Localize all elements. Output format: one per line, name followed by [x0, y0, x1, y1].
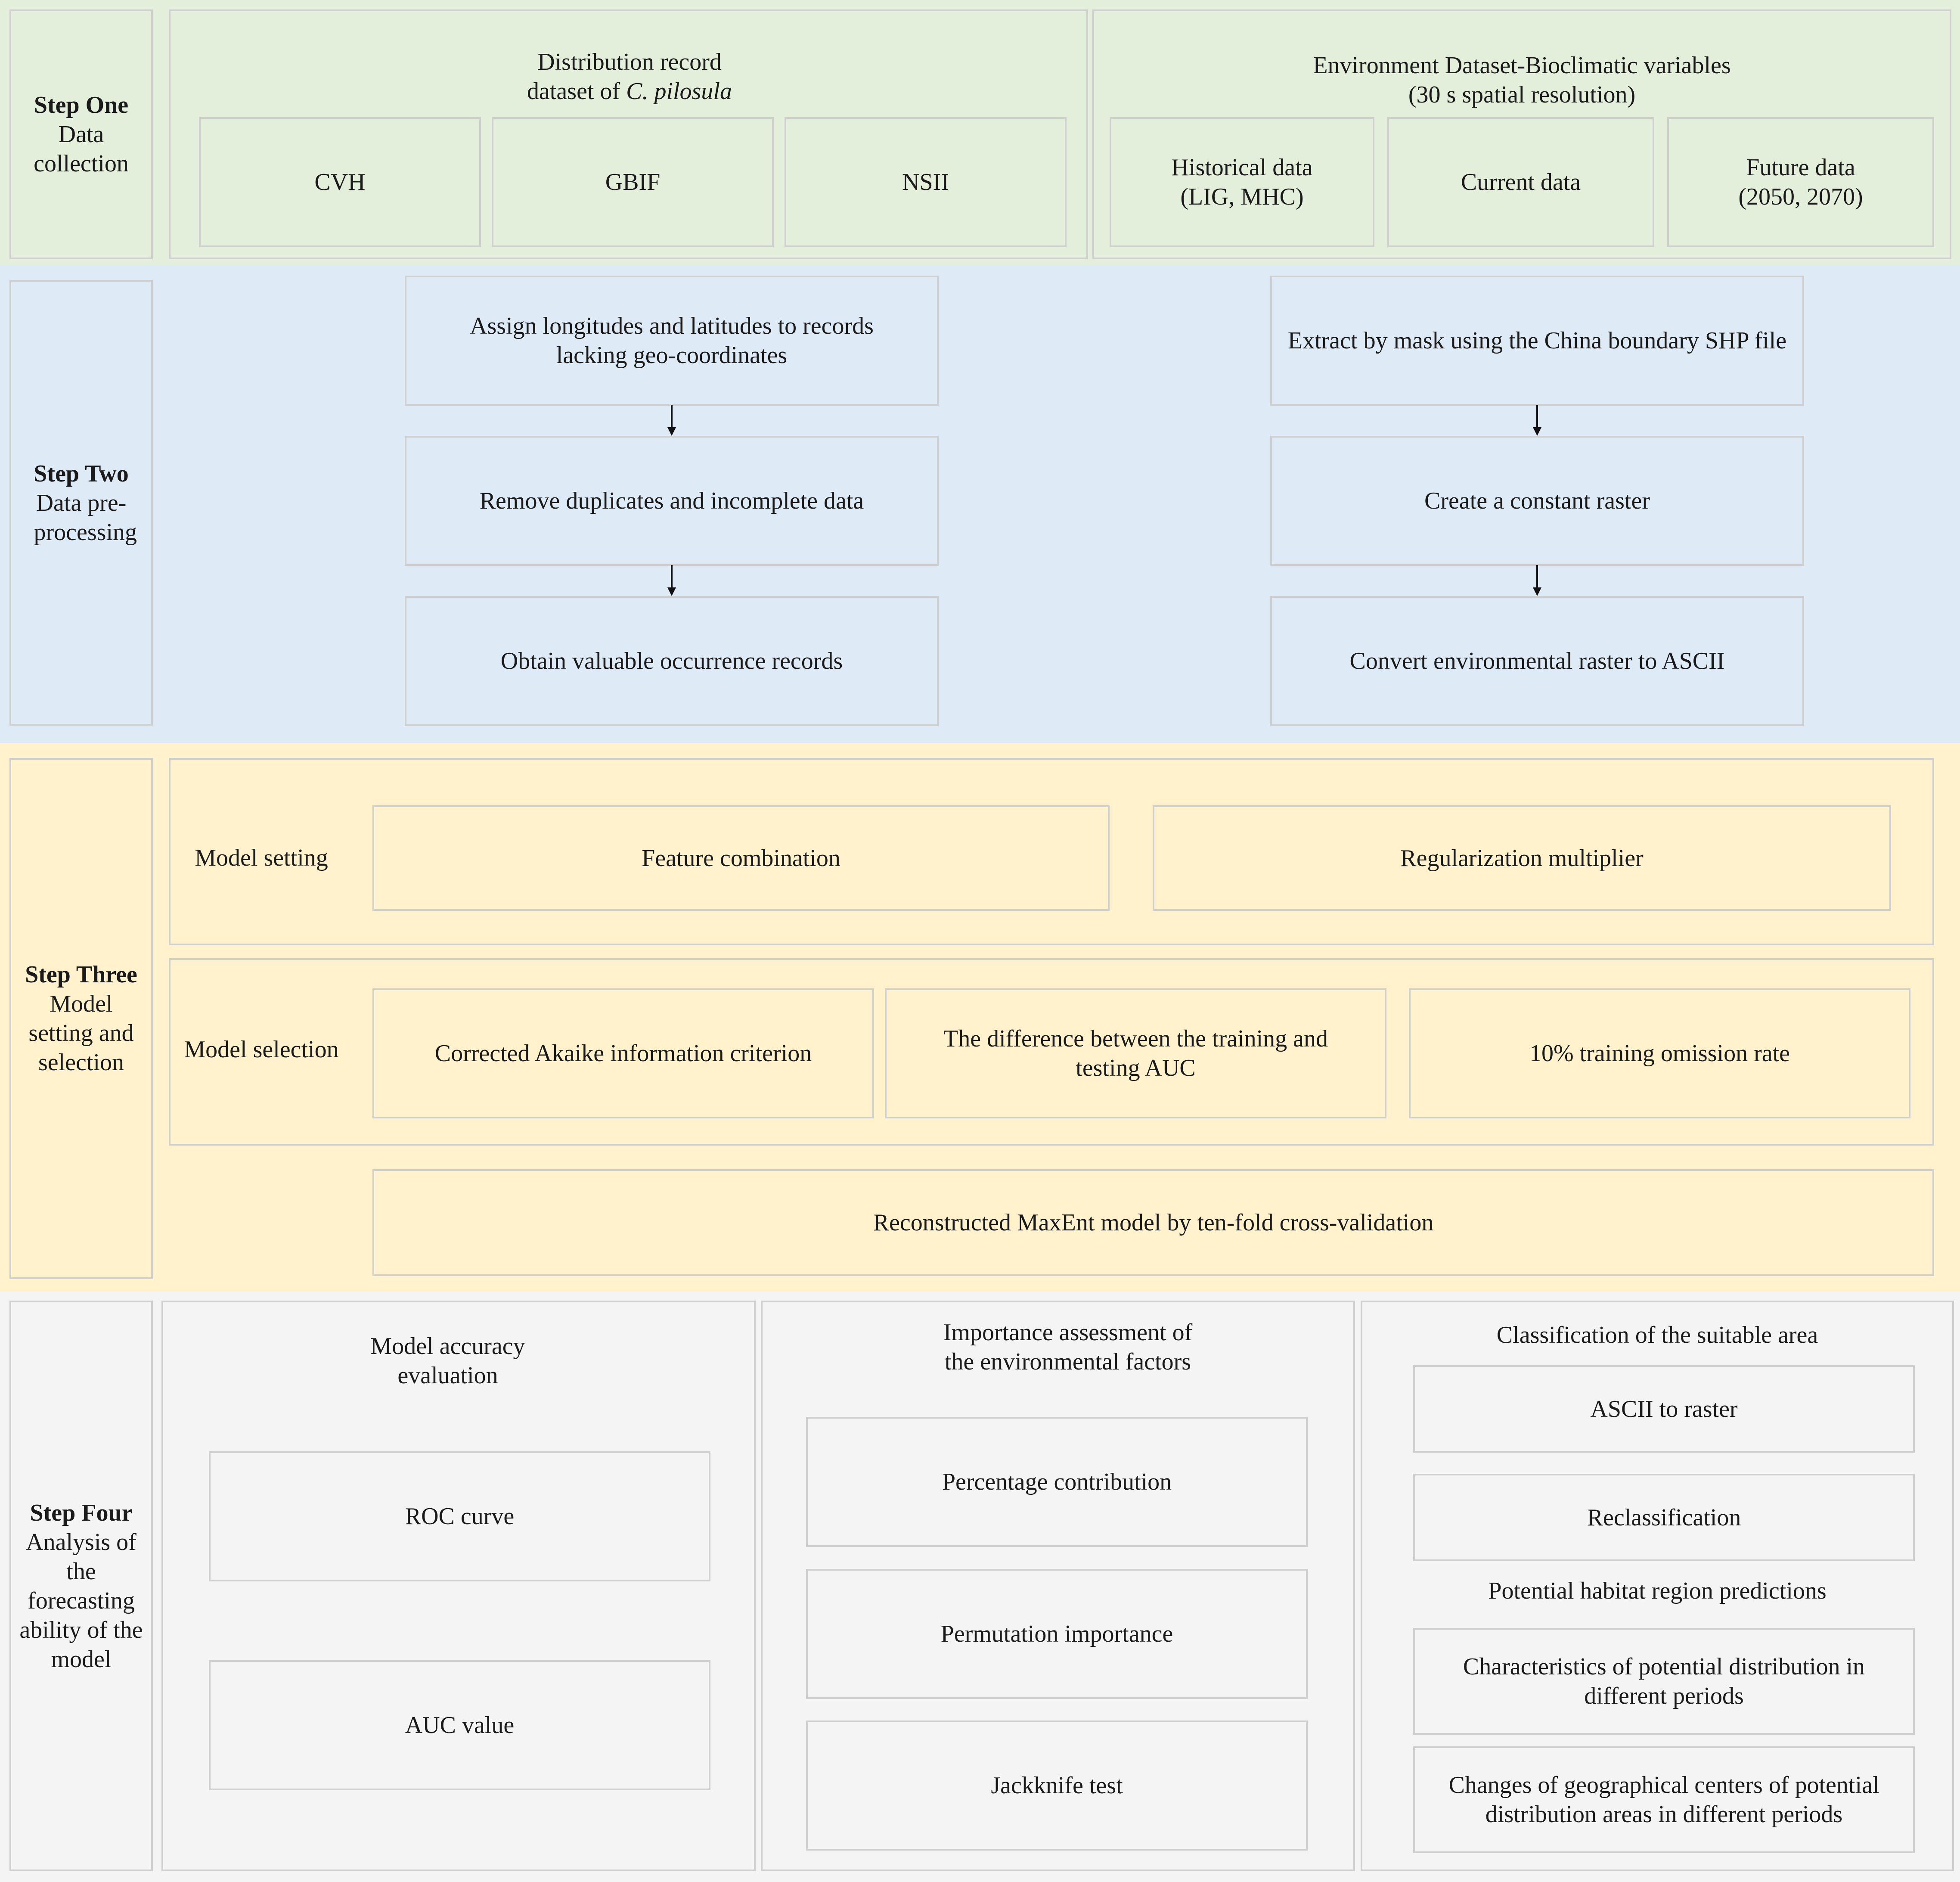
distribution-characteristics-box — [1413, 1628, 1915, 1735]
source-nsii — [785, 117, 1067, 247]
step-three-label-box — [9, 758, 153, 1279]
step-three-subtitle: Model setting and selection — [28, 991, 134, 1076]
source-gbif-label: GBIF — [605, 169, 661, 196]
distribution-label-line1: Distribution record — [537, 49, 722, 75]
step-two-label-box — [9, 280, 153, 726]
right-flow-step-2-text: Create a constant raster — [1424, 488, 1650, 514]
source-cvh — [199, 117, 481, 247]
reconstructed-model-text: Reconstructed MaxEnt model by ten-fold cross-validation — [873, 1209, 1434, 1236]
ascii-to-raster-text: ASCII to raster — [1590, 1395, 1738, 1422]
right-flow-step-3-text: Convert environmental raster to ASCII — [1349, 648, 1725, 674]
auc-difference-box — [885, 988, 1386, 1118]
jackknife-test-text: Jackknife test — [991, 1772, 1123, 1799]
reclassification-text: Reclassification — [1587, 1504, 1741, 1531]
geographical-centers-text: Changes of geographical centers of potential distribution areas in different periods — [1448, 1772, 1879, 1828]
auc-value-box — [209, 1660, 710, 1790]
distribution-label-line2-prefix: dataset of — [527, 78, 626, 105]
environment-dataset-label — [1092, 51, 1951, 109]
distribution-characteristics-text: Characteristics of potential distribution in different periods — [1463, 1653, 1865, 1709]
reconstructed-model-box — [372, 1169, 1934, 1276]
ascii-to-raster-box — [1413, 1365, 1915, 1453]
reclassification-box — [1413, 1474, 1915, 1561]
model-setting-label: Model setting — [195, 845, 328, 871]
model-selection-label: Model selection — [184, 1036, 339, 1063]
distribution-dataset-label — [130, 47, 1129, 106]
classification-label: Classification of the suitable area — [1496, 1322, 1818, 1348]
feature-combination-text: Feature combination — [642, 845, 840, 872]
left-flow-step-3 — [405, 596, 939, 726]
right-flow-step-1-text: Extract by mask using the China boundary SHP file — [1287, 327, 1787, 354]
step-one-label-box — [9, 9, 153, 259]
arrow-left-1 — [663, 405, 680, 437]
left-flow-step-3-text: Obtain valuable occurrence records — [500, 648, 843, 674]
step-four-title: Step Four — [30, 1499, 133, 1526]
environment-label-line1: Environment Dataset-Bioclimatic variables — [1313, 52, 1731, 79]
permutation-importance-box — [806, 1569, 1308, 1699]
step-two-subtitle: Data pre-processing — [34, 489, 137, 546]
future-line1: Future data — [1746, 154, 1855, 181]
arrow-right-1 — [1529, 405, 1546, 437]
source-gbif — [492, 117, 774, 247]
geographical-centers-box — [1413, 1746, 1915, 1853]
current-line1: Current data — [1461, 169, 1581, 196]
jackknife-test-box — [806, 1721, 1308, 1851]
source-nsii-label: NSII — [902, 169, 949, 196]
percentage-contribution-text: Percentage contribution — [942, 1469, 1172, 1495]
importance-label: Importance assessment of the environmental factors — [943, 1319, 1193, 1375]
left-flow-step-1 — [405, 276, 939, 406]
arrow-left-2 — [663, 565, 680, 597]
environment-current — [1387, 117, 1654, 247]
step-four-label-box — [9, 1301, 153, 1871]
species-name: C. pilosula — [626, 78, 732, 105]
step-one-subtitle: Data collection — [34, 121, 129, 177]
aicc-box — [372, 988, 874, 1118]
left-flow-step-2-text: Remove duplicates and incomplete data — [479, 488, 864, 514]
source-cvh-label: CVH — [314, 169, 366, 196]
prediction-label: Potential habitat region predictions — [1488, 1578, 1827, 1604]
roc-curve-text: ROC curve — [405, 1503, 515, 1530]
right-flow-step-3 — [1270, 596, 1804, 726]
environment-historical — [1110, 117, 1374, 247]
permutation-importance-text: Permutation importance — [940, 1621, 1173, 1647]
environment-future — [1667, 117, 1934, 247]
right-flow-step-2 — [1270, 436, 1804, 566]
omission-rate-box — [1409, 988, 1910, 1118]
historical-line1: Historical data — [1171, 154, 1313, 181]
step-three-title: Step Three — [25, 961, 137, 988]
arrow-right-2 — [1529, 565, 1546, 597]
regularization-multiplier-box — [1153, 805, 1891, 911]
left-flow-step-2 — [405, 436, 939, 566]
step-two-title: Step Two — [34, 460, 129, 487]
environment-label-line2: (30 s spatial resolution) — [1408, 81, 1636, 108]
aicc-text: Corrected Akaike information criterion — [434, 1040, 812, 1067]
omission-rate-text: 10% training omission rate — [1529, 1040, 1790, 1067]
step-one-title: Step One — [34, 92, 129, 118]
step-four-subtitle: Analysis of the forecasting ability of the model — [19, 1528, 143, 1673]
accuracy-label: Model accuracy evaluation — [370, 1333, 525, 1389]
auc-value-text: AUC value — [405, 1712, 515, 1739]
roc-curve-box — [209, 1451, 710, 1581]
feature-combination-box — [372, 805, 1110, 911]
auc-difference-text: The difference between the training and testing AUC — [943, 1025, 1328, 1081]
future-line2: (2050, 2070) — [1738, 183, 1863, 210]
percentage-contribution-box — [806, 1417, 1308, 1547]
regularization-multiplier-text: Regularization multiplier — [1400, 845, 1644, 872]
right-flow-step-1 — [1270, 276, 1804, 406]
left-flow-step-1-text: Assign longitudes and latitudes to records lacking geo-coordinates — [470, 313, 874, 369]
historical-line2: (LIG, MHC) — [1180, 183, 1304, 210]
